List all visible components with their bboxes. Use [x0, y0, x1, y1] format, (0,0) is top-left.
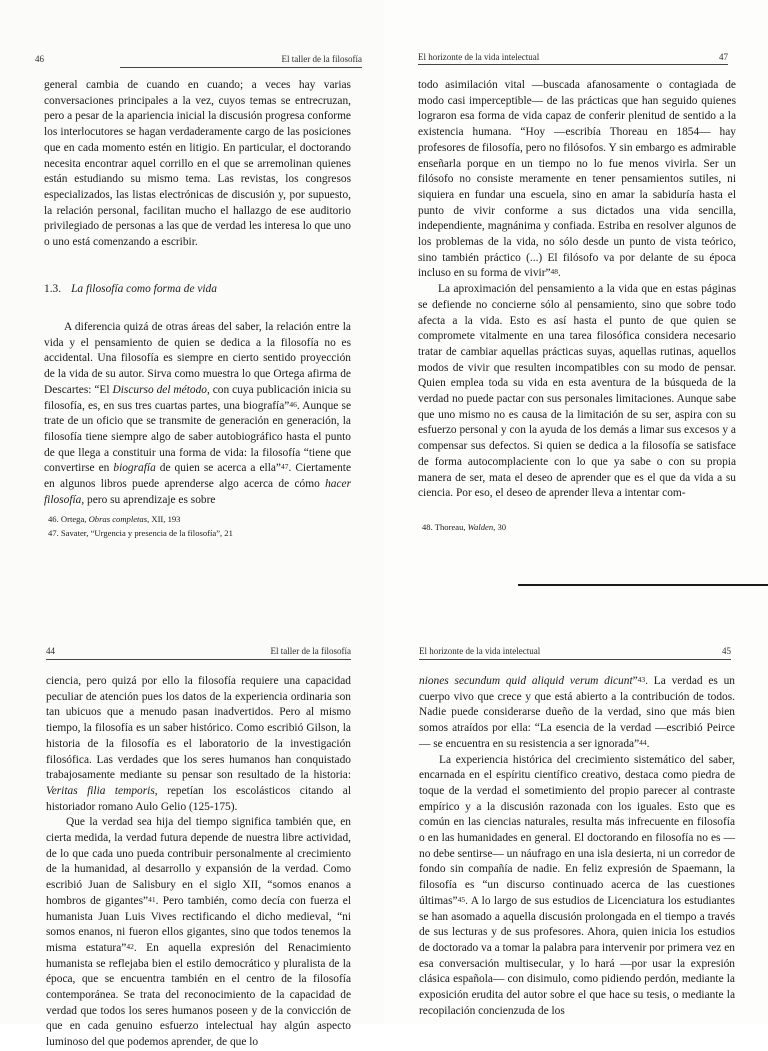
text-run: , repetían los escolásticos citando al historiador romano Aulo Gelio (125-175).	[46, 784, 351, 813]
italic-title: Discurso del método	[112, 383, 207, 396]
text-run: . A lo largo de sus estudios de Licenciatura los estudiantes se han asomado a aquella discusión prolongada en el tiempo a través de sus lecturas y de sus profesores. Ahora, quien inicia los estudios de doctorado va a tomar la palabra para intervenir por primera vez en esa conversación multisecular, y lo hará —por usar la expresión clásica española— con disimulo, como pidiendo perdón, mediante la exposición erudita del autor sobre el que hace su tesis, o mediante la recopilación concienzuda de los	[419, 894, 735, 1017]
paragraph: general cambia de cuando en cuando; a veces hay varias conversaciones principales a la vez, cuyos temas se entrecruzan, pero a pesar de la apariencia inicial la discusión progresa conforme los interlocutores se hagan verdaderamente cargo de las posiciones que en cada momento estén en litigio. En particular, el doctorando necesita encontrar aquel corrillo en el que se arremolinan quienes están estudiando su mismo tema. Las revistas, los congresos especializados, las listas electrónicas de discusión y, por supuesto, la relación personal, facilitan mucho el hallazgo de ese auditorio privilegiado de personas a las que de verdad les interesa lo que uno o uno está comenzando a escribir.	[44, 79, 351, 249]
text-run: . Pero también, como decía con fuerza el humanista Juan Luis Vives rectificando el dicho medieval, “ni somos enanos, ni fueron ellos gigantes, sino que todos tenemos la misma estatura”	[46, 894, 351, 954]
text-run: . En aquella expresión del Renacimiento humanista se reflejaba bien el estilo democrático y pluralista de la época, que se encuentra también en el centro de la filosofía contemporánea. Se trata del reconocimiento de la capacidad de verdad que todos los seres humanos poseen y de la convicción de que en cada genuino esfuerzo intelectual hay algún aspecto luminoso del que podemos aprender, de que lo	[46, 941, 351, 1049]
text-run: Que la verdad sea hija del tiempo significa también que, en cierta medida, la verdad futura depende de nuestra libre actividad, de lo que cada uno pueda contribuir personalmente al crecimiento de la humanidad, al desarrollo y expansión de la verdad. Como escribió Juan de Salisbury en el siglo XII, “somos enanos a hombros de gigantes”	[46, 816, 351, 907]
footnote-marker: 41	[148, 894, 156, 904]
page-number: 46	[35, 54, 44, 64]
text-run: . La verdad es un cuerpo vivo que crece y que está abierto a la contribución de todos. Nadie puede considerarse dueño de la verdad, sino que más bien somos atraídos por ella: “La esencia de la verdad —escribió Peirce— se encuentra en su resistencia a ser ignorada”	[419, 675, 735, 750]
page-44	[0, 590, 384, 1049]
text-run: , con cuya publicación inicia su filosofía, es, en sus tres cuartas partes, una biografía”	[44, 383, 352, 412]
paragraph	[419, 753, 735, 1020]
latin-phrase: niones secundum quid aliquid verum dicunt	[419, 675, 633, 687]
text-run: . Aunque se trate de un oficio que se transmite de generación en generación, la filosofía tiene siempre algo de saber autobiográfico hasta el punto de que llega a constituir una forma de vida: la filosofía “tiene que convertirse en	[44, 399, 351, 475]
text-run: 48. Thoreau,	[422, 522, 468, 532]
footnote: 47. Savater, “Urgencia y presencia de la filosofía”, 21	[48, 528, 233, 538]
text-run: , XII, 193	[147, 514, 181, 524]
body-text	[44, 78, 351, 251]
text-run: todo asimilación vital —buscada afanosamente o contagiada de modo casi imperceptible— de las prácticas que han seguido quienes lograron esa forma de vida capaz de conferir plenitud de sentido a la existencia humana. “Hoy —escribía Thoreau en 1854— hay profesores de filosofía, pero no filósofos. Y sin embargo es admirable enseñarla porque en un tiempo no lo fue menos vivirla. Ser un filósofo no consiste meramente en tener pensamientos sutiles, ni siquiera en fundar una escuela, sino en amar la sabiduría hasta el punto de vivir conforme a sus dictados una vida sencilla, independiente, magnánima y confiada. Estriba en resolver algunos de los problemas de la vida, no sólo desde un punto de vista teórico, sino también práctico (...) El filósofo va por delante de su época incluso en su forma de vivir”	[418, 79, 736, 280]
running-head-title: El taller de la filosofía	[270, 646, 351, 656]
footnote-marker: 45	[457, 894, 466, 904]
footnote-marker: 46	[289, 399, 297, 409]
footnotes	[422, 522, 506, 532]
footnotes	[48, 512, 233, 540]
page-number: 47	[719, 52, 728, 62]
footnote-marker: 48	[550, 267, 559, 277]
footnote-marker: 44	[639, 737, 647, 747]
page-46	[0, 0, 384, 590]
section-heading	[44, 283, 217, 295]
text-run: 46. Ortega,	[48, 514, 89, 524]
scan-edge-bar	[518, 584, 768, 586]
paragraph	[419, 674, 735, 753]
italic-title: Obras completas	[88, 514, 148, 524]
footnote-marker: 42	[126, 941, 134, 951]
running-head-title: El horizonte de la vida intelectual	[419, 646, 541, 656]
footnote	[422, 522, 506, 532]
text-run: La experiencia histórica del crecimiento sistemático del saber, encarnada en el espíritu científico creativo, destaca como piedra de toque de la verdad el sometimiento del propio parecer al contraste empírico y a la discusión razonada con los iguales. Esto que es común en las ciencias naturales, resulta más infrecuente en filosofía o en las humanidades en general. El doctorando en filosofía no es —no debe sentirse— un náufrago en una isla desierta, ni un corredor de fondo sin compañía de nadie. En feliz expresión de Spaemann, la filosofía es “un discurso continuado acerca de las cuestiones últimas”	[419, 753, 735, 907]
page-45	[384, 590, 768, 1024]
footnote	[48, 512, 233, 526]
paragraph: La aproximación del pensamiento a la vida que en estas páginas se defiende no concierne sólo al pensamiento, sino que sobre todo afecta a la vida. Esto es así hasta el punto de que quien se compromete vitalmente en una tarea filosófica considera necesario tratar de cambiar aquellas prácticas suyas, aquellas rutinas, aquellos modos de vivir que resulten incompatibles con su modo de pensar. Quien emplea toda su vida en esta aventura de la búsqueda de la verdad no puede pactar con sus personales limitaciones. Aunque sabe que uno mismo no es causa de la limitación de su ser, aspira con su esfuerzo personal y con la ayuda de los demás a limar sus excesos y a compensar sus defectos. Si quien se dedica a la filosofía se satisface de forma autocomplaciente con lo que ya sabe o con su propia manera de ser, mata el deseo de aprender que es el que da vida a su ciencia. Por eso, el deseo de aprender lleva a intentar com-	[418, 283, 736, 500]
body-text	[46, 674, 351, 1051]
text-run: , pero su aprendizaje es sobre	[81, 493, 216, 506]
paragraph	[46, 674, 351, 815]
running-head-title: El taller de la filosofía	[281, 54, 362, 64]
body-text	[418, 78, 736, 502]
page-47	[384, 0, 768, 590]
text-run: A diferencia quizá de otras áreas del saber, la relación entre la vida y el pensamiento de quien se dedica a la filosofía no es accidental. Una filosofía es siempre en cierto sentido proyección de la vida de su autor. Sirva como muestra lo que Ortega afirma de Descartes: “El	[44, 321, 351, 396]
header-rule	[418, 64, 728, 65]
italic-title: Walden	[467, 522, 494, 532]
running-head-title: El horizonte de la vida intelectual	[418, 52, 540, 62]
text-run: . Ciertamente en algunos libros puede aprenderse algo acerca de cómo	[44, 462, 351, 491]
latin-phrase: Veritas filia temporis	[46, 784, 155, 797]
page-number: 44	[46, 646, 55, 656]
italic-phrase: hacer filosofía	[44, 478, 351, 506]
page-number: 45	[722, 646, 731, 656]
section-number: 1.3.	[44, 283, 62, 295]
header-rule	[46, 659, 351, 660]
text-run: ”	[632, 675, 638, 687]
text-run: .	[558, 267, 561, 280]
paragraph	[418, 78, 736, 282]
footnote-marker: 47	[280, 462, 289, 472]
header-rule	[120, 67, 362, 68]
section-title: La filosofía como forma de vida	[71, 283, 217, 295]
body-text	[419, 674, 735, 1019]
text-run: de quien se acerca a ella”	[155, 462, 281, 475]
paragraph	[44, 320, 351, 508]
text-run: ciencia, pero quizá por ello la filosofía requiere una capacidad peculiar de atención pues los datos de la experiencia ordinaria son tan ubicuos que a menudo pasan inadvertidos. Pero al mismo tiempo, la filosofía es un saber histórico. Como escribió Gilson, la historia de la filosofía es el laboratorio de la investigación filosófica. Las verdades que los seres humanos han conquistado trabajosamente mediante su pensar son resultado de la historia:	[46, 675, 351, 782]
italic-word: biografía	[113, 462, 156, 475]
text-run: .	[646, 737, 650, 750]
footnote-marker: 43	[637, 675, 646, 684]
header-rule	[419, 659, 731, 660]
text-run: , 30	[493, 522, 507, 532]
body-text	[44, 320, 351, 508]
paragraph	[46, 815, 351, 1051]
